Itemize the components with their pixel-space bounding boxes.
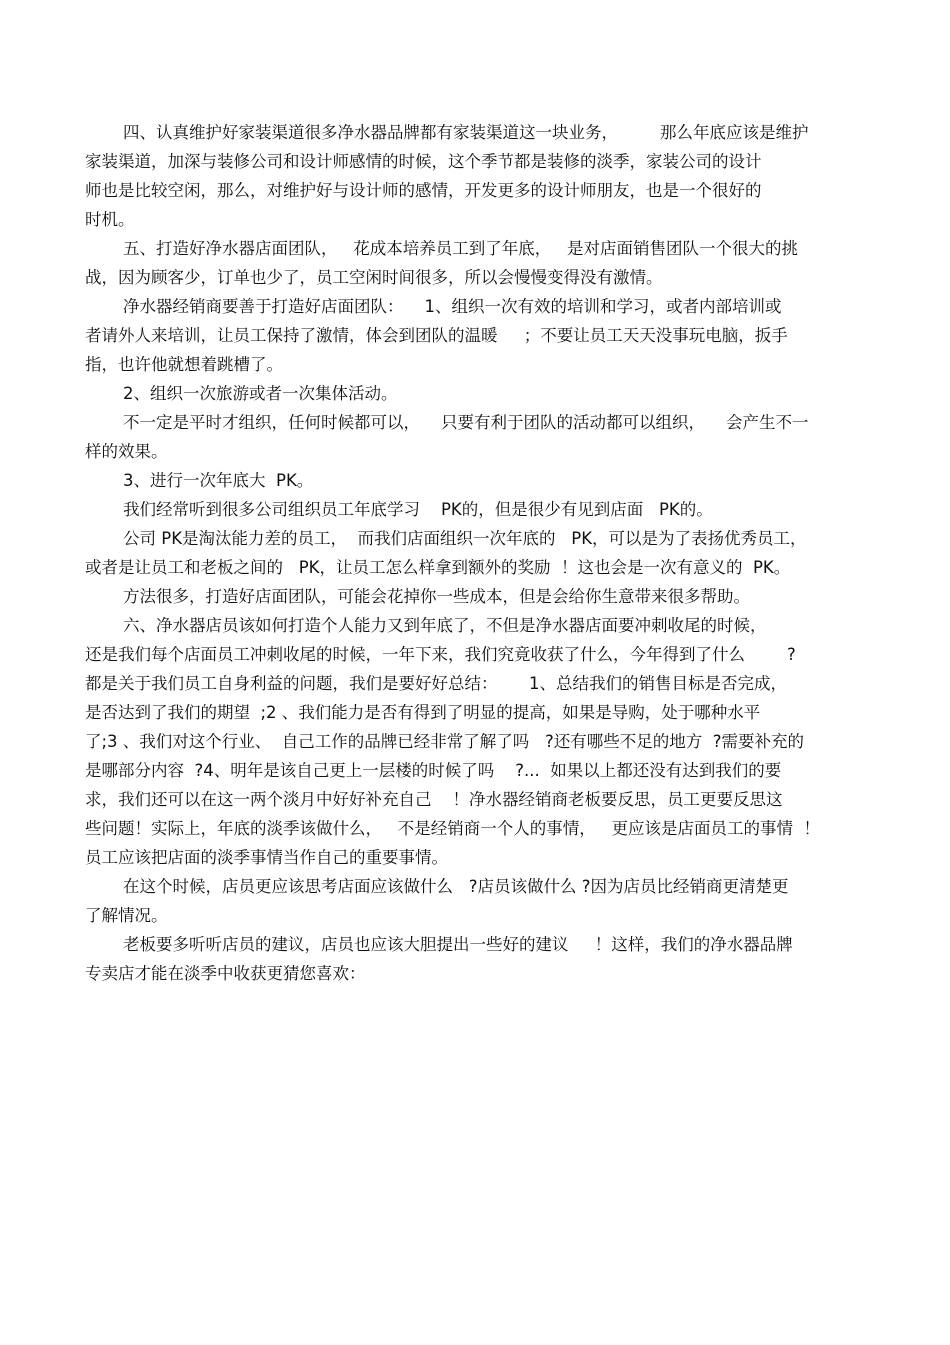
text-line: 求，我们还可以在这一两个淡月中好好补充自己 ！净水器经销商老板要反思，员工更要反思这 — [85, 790, 783, 809]
text-line: 3、进行一次年底大 PK。 — [123, 471, 314, 490]
text-line: 公司 PK是淘汰能力差的员工， 而我们店面组织一次年底的 PK，可以是为了表扬优秀员工， — [123, 529, 807, 548]
text-line: 员工应该把店面的淡季事情当作自己的重要事情。 — [85, 848, 448, 867]
text-line: 了;3 、我们对这个行业、 自己工作的品牌已经非常了解了吗 ?还有哪些不足的地方 ?需要补充的 — [85, 732, 805, 751]
text-line: 指，也许他就想着跳槽了。 — [85, 355, 283, 374]
text-line: 2、组织一次旅游或者一次集体活动。 — [123, 384, 398, 403]
text-line: 或者是让员工和老板之间的 PK，让员工怎么样拿到额外的奖励 ！这也会是一次有意义的 PK。 — [85, 558, 791, 577]
text-line: 样的效果。 — [85, 442, 168, 461]
text-line: 家装渠道，加深与装修公司和设计师感情的时候，这个季节都是装修的淡季，家装公司的设计 — [85, 152, 762, 171]
text-line: 六、净水器店员该如何打造个人能力又到年底了，不但是净水器店面要冲刺收尾的时候， — [123, 616, 767, 635]
text-line: 是否达到了我们的期望 ;2 、我们能力是否有得到了明显的提高，如果是导购，处于哪种水平 — [85, 703, 761, 722]
text-line: 战，因为顾客少，订单也少了，员工空闲时间很多，所以会慢慢变得没有激情。 — [85, 268, 663, 287]
text-line: 是哪部分内容 ?4、明年是该自己更上一层楼的时候了吗 ?... 如果以上都还没有达到我们的要 — [85, 761, 782, 780]
text-line: 了解情况。 — [85, 906, 168, 925]
text-line: 不一定是平时才组织，任何时候都可以， 只要有利于团队的活动都可以组织， 会产生不一 — [123, 413, 809, 432]
text-line: 些问题！实际上，年底的淡季该做什么， 不是经销商一个人的事情， 更应该是店面员工的事情 ！ — [85, 819, 820, 838]
text-line: 五、打造好净水器店面团队， 花成本培养员工到了年底， 是对店面销售团队一个很大的挑 — [123, 239, 798, 258]
text-line: 净水器经销商要善于打造好店面团队： 1、组织一次有效的培训和学习，或者内部培训或 — [123, 297, 782, 316]
text-line: 四、认真维护好家装渠道很多净水器品牌都有家装渠道这一块业务， 那么年底应该是维护 — [123, 123, 809, 142]
text-line: 师也是比较空闲，那么，对维护好与设计师的感情，开发更多的设计师朋友，也是一个很好的 — [85, 181, 762, 200]
text-line: 时机。 — [85, 210, 135, 229]
text-line: 我们经常听到很多公司组织员工年底学习 PK的，但是很少有见到店面 PK的。 — [123, 500, 713, 519]
document-body — [85, 118, 875, 988]
text-line: 还是我们每个店面员工冲刺收尾的时候，一年下来，我们究竟收获了什么，今年得到了什么 ? — [85, 645, 796, 664]
text-line: 方法很多，打造好店面团队，可能会花掉你一些成本，但是会给你生意带来很多帮助。 — [123, 587, 750, 606]
text-line: 专卖店才能在淡季中收获更猜您喜欢： — [85, 964, 366, 983]
text-line: 都是关于我们员工自身利益的问题，我们是要好好总结： 1、总结我们的销售目标是否完成， — [85, 674, 787, 693]
text-line: 老板要多听听店员的建议，店员也应该大胆提出一些好的建议 ！这样，我们的净水器品牌 — [123, 935, 793, 954]
text-line: 在这个时候，店员更应该思考店面应该做什么 ?店员该做什么 ?因为店员比经销商更清楚更 — [123, 877, 789, 896]
text-line: 者请外人来培训，让员工保持了激情，体会到团队的温暖 ；不要让员工天天没事玩电脑，扳手 — [85, 326, 788, 345]
